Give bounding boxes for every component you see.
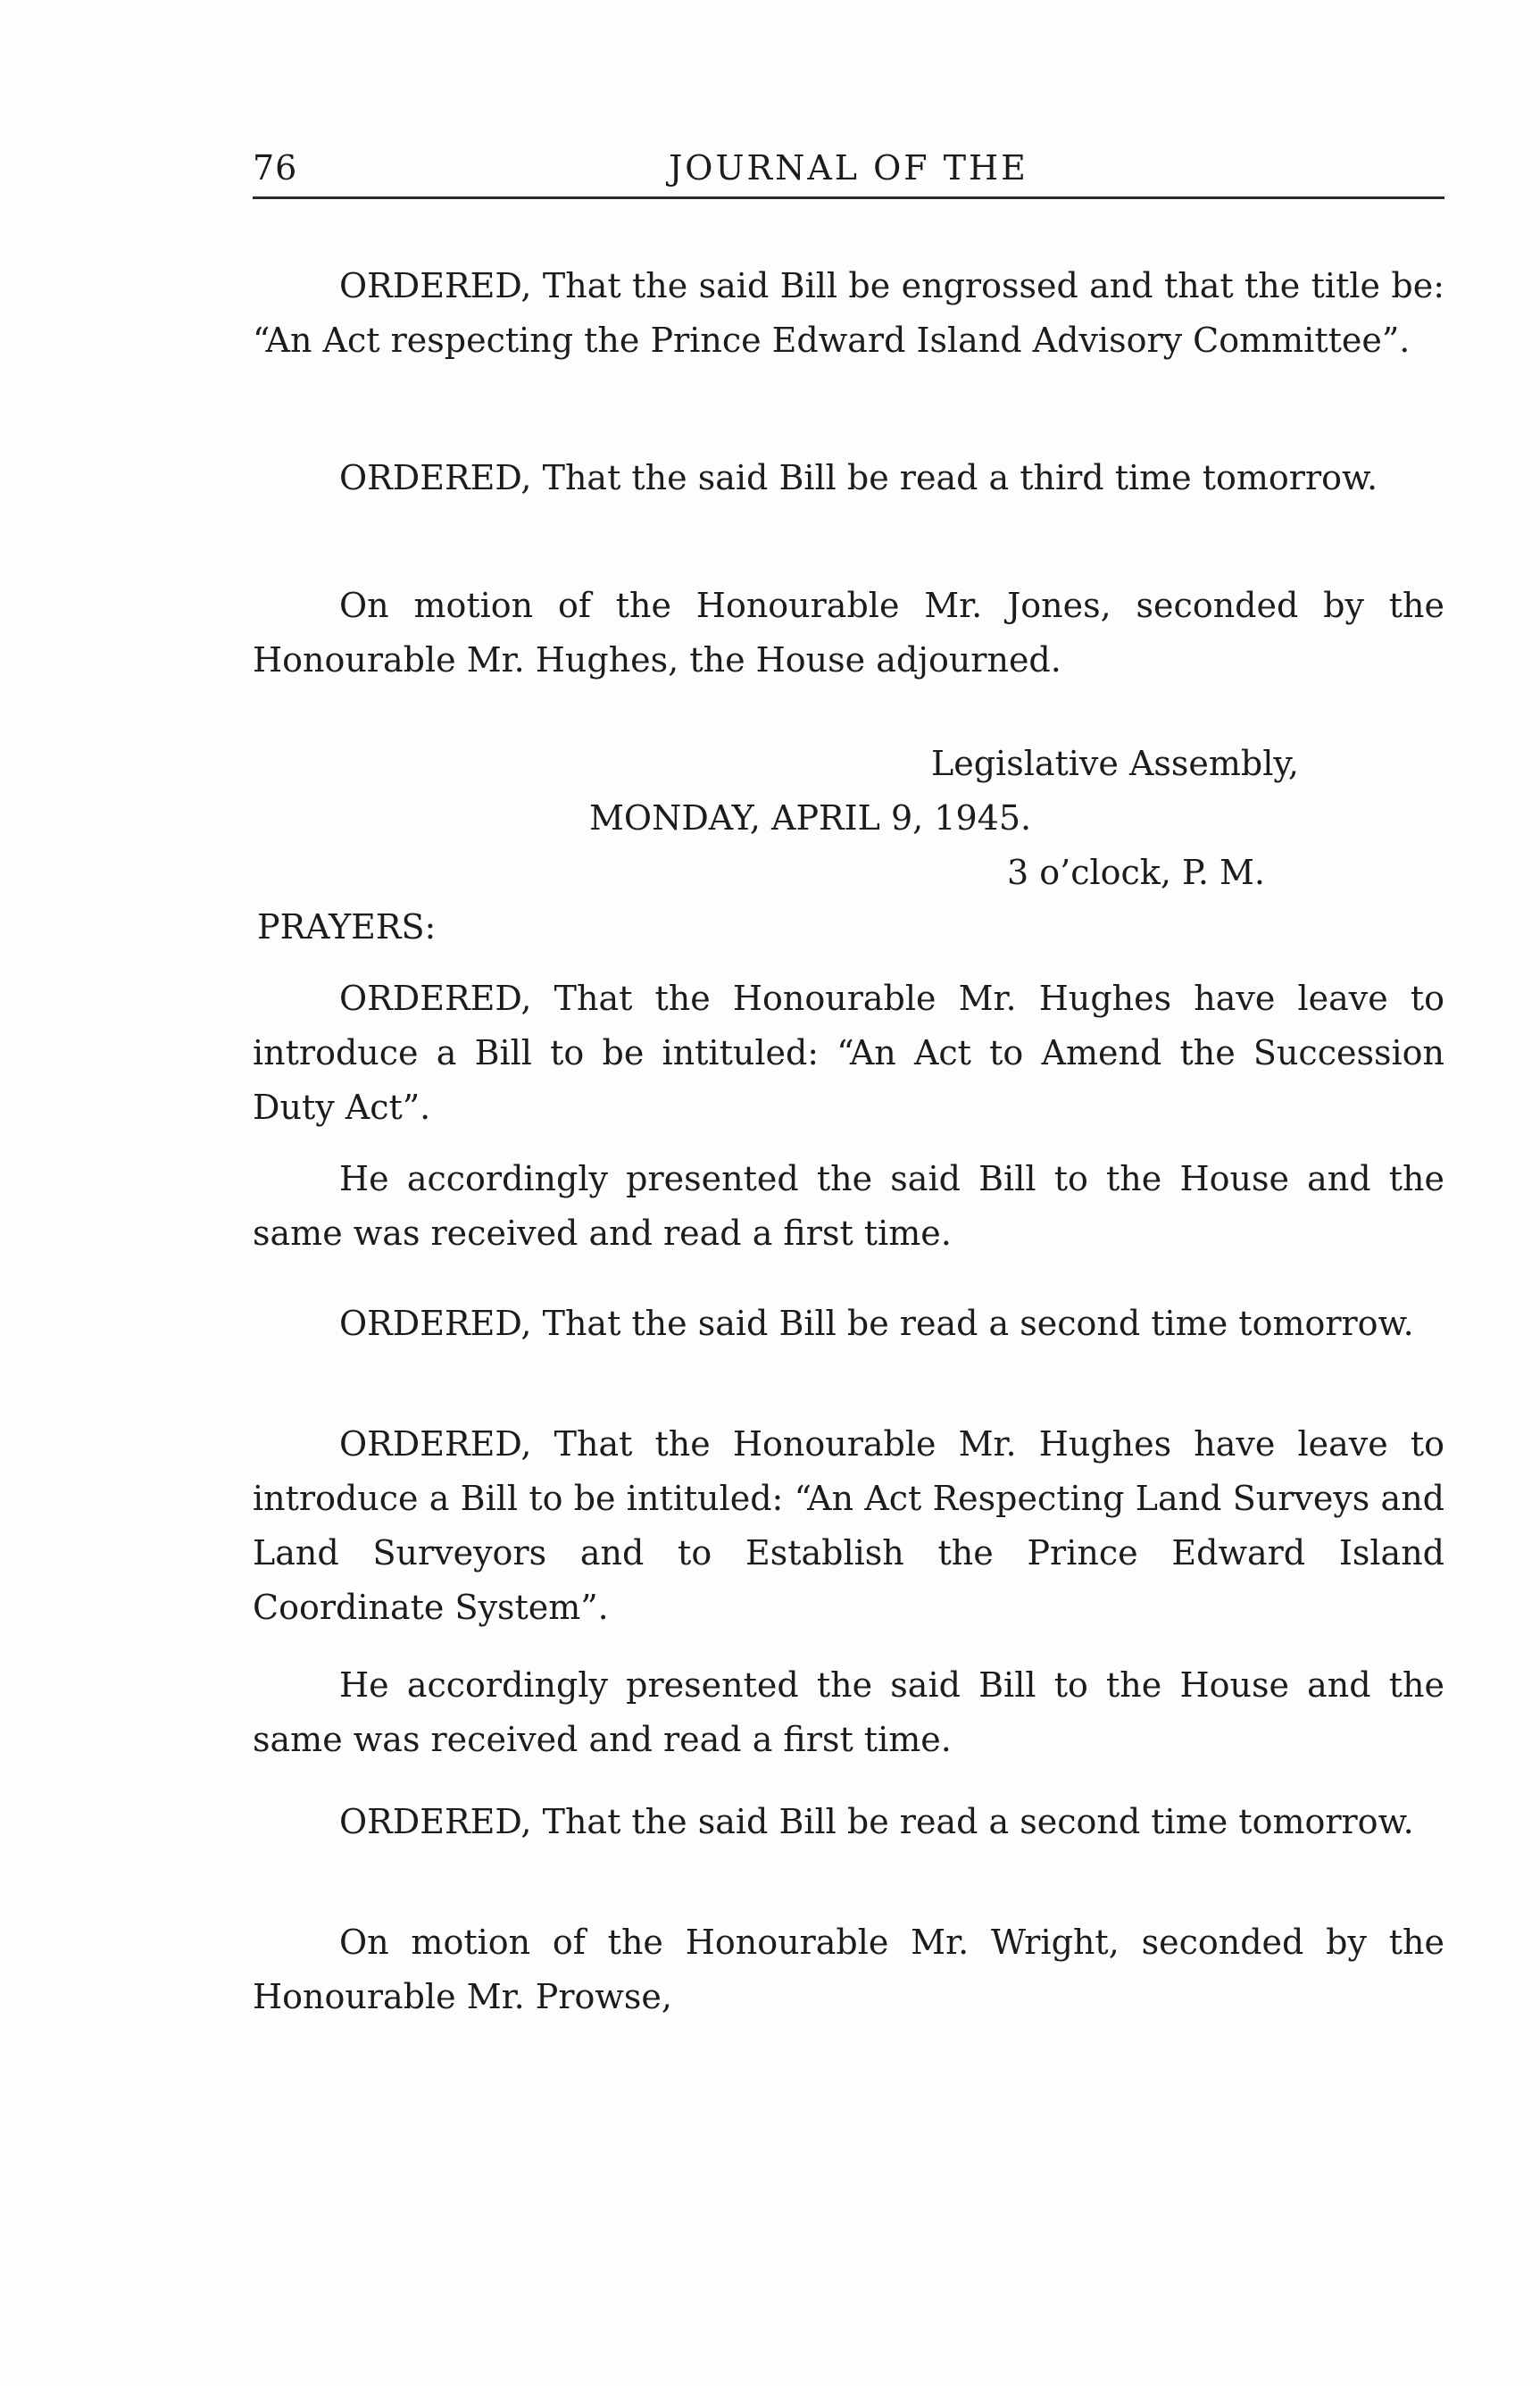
paragraph-third-reading-order: ORDERED, That the said Bill be read a third time tomorrow. bbox=[339, 458, 1378, 497]
session-date: MONDAY, APRIL 9, 1945. bbox=[589, 798, 1032, 838]
session-time: 3 o’clock, P. M. bbox=[1007, 853, 1266, 892]
paragraph-land-surveys-bill-first-reading: He accordingly presented the said Bill to the House and the same was received and read a first time. bbox=[253, 1665, 1444, 1759]
paragraph-engrossed-order: ORDERED, That the said Bill be engrossed and that the title be: “An Act respecting the Prince Edward Island Advisory Committee”. bbox=[253, 266, 1444, 360]
prayers-heading: PRAYERS: bbox=[257, 907, 437, 947]
running-head: JOURNAL OF THE bbox=[669, 148, 1028, 188]
page-number: 76 bbox=[253, 148, 298, 188]
session-place: Legislative Assembly, bbox=[931, 744, 1299, 783]
paragraph-land-surveys-bill-second-reading: ORDERED, That the said Bill be read a second time tomorrow. bbox=[339, 1802, 1414, 1841]
paragraph-adjournment-motion: On motion of the Honourable Mr. Jones, seconded by the Honourable Mr. Hughes, the House adjourned. bbox=[253, 586, 1444, 680]
paragraph-succession-duty-bill-second-reading: ORDERED, That the said Bill be read a second time tomorrow. bbox=[339, 1304, 1414, 1343]
paragraph-wright-prowse-motion: On motion of the Honourable Mr. Wright, seconded by the Honourable Mr. Prowse, bbox=[253, 1923, 1444, 2016]
paragraph-succession-duty-bill-leave: ORDERED, That the Honourable Mr. Hughes have leave to introduce a Bill to be intituled: “An Act to Amend the Succession Duty Act”. bbox=[253, 979, 1444, 1127]
paragraph-succession-duty-bill-first-reading: He accordingly presented the said Bill to the House and the same was received and read a first time. bbox=[253, 1159, 1444, 1253]
page-header bbox=[253, 143, 1444, 199]
paragraph-land-surveys-bill-leave: ORDERED, That the Honourable Mr. Hughes have leave to introduce a Bill to be intituled: “An Act Respecting Land Surveys and Land Surveyors and to Establish the Prince Edward Island Coordinate System”. bbox=[253, 1424, 1444, 1627]
